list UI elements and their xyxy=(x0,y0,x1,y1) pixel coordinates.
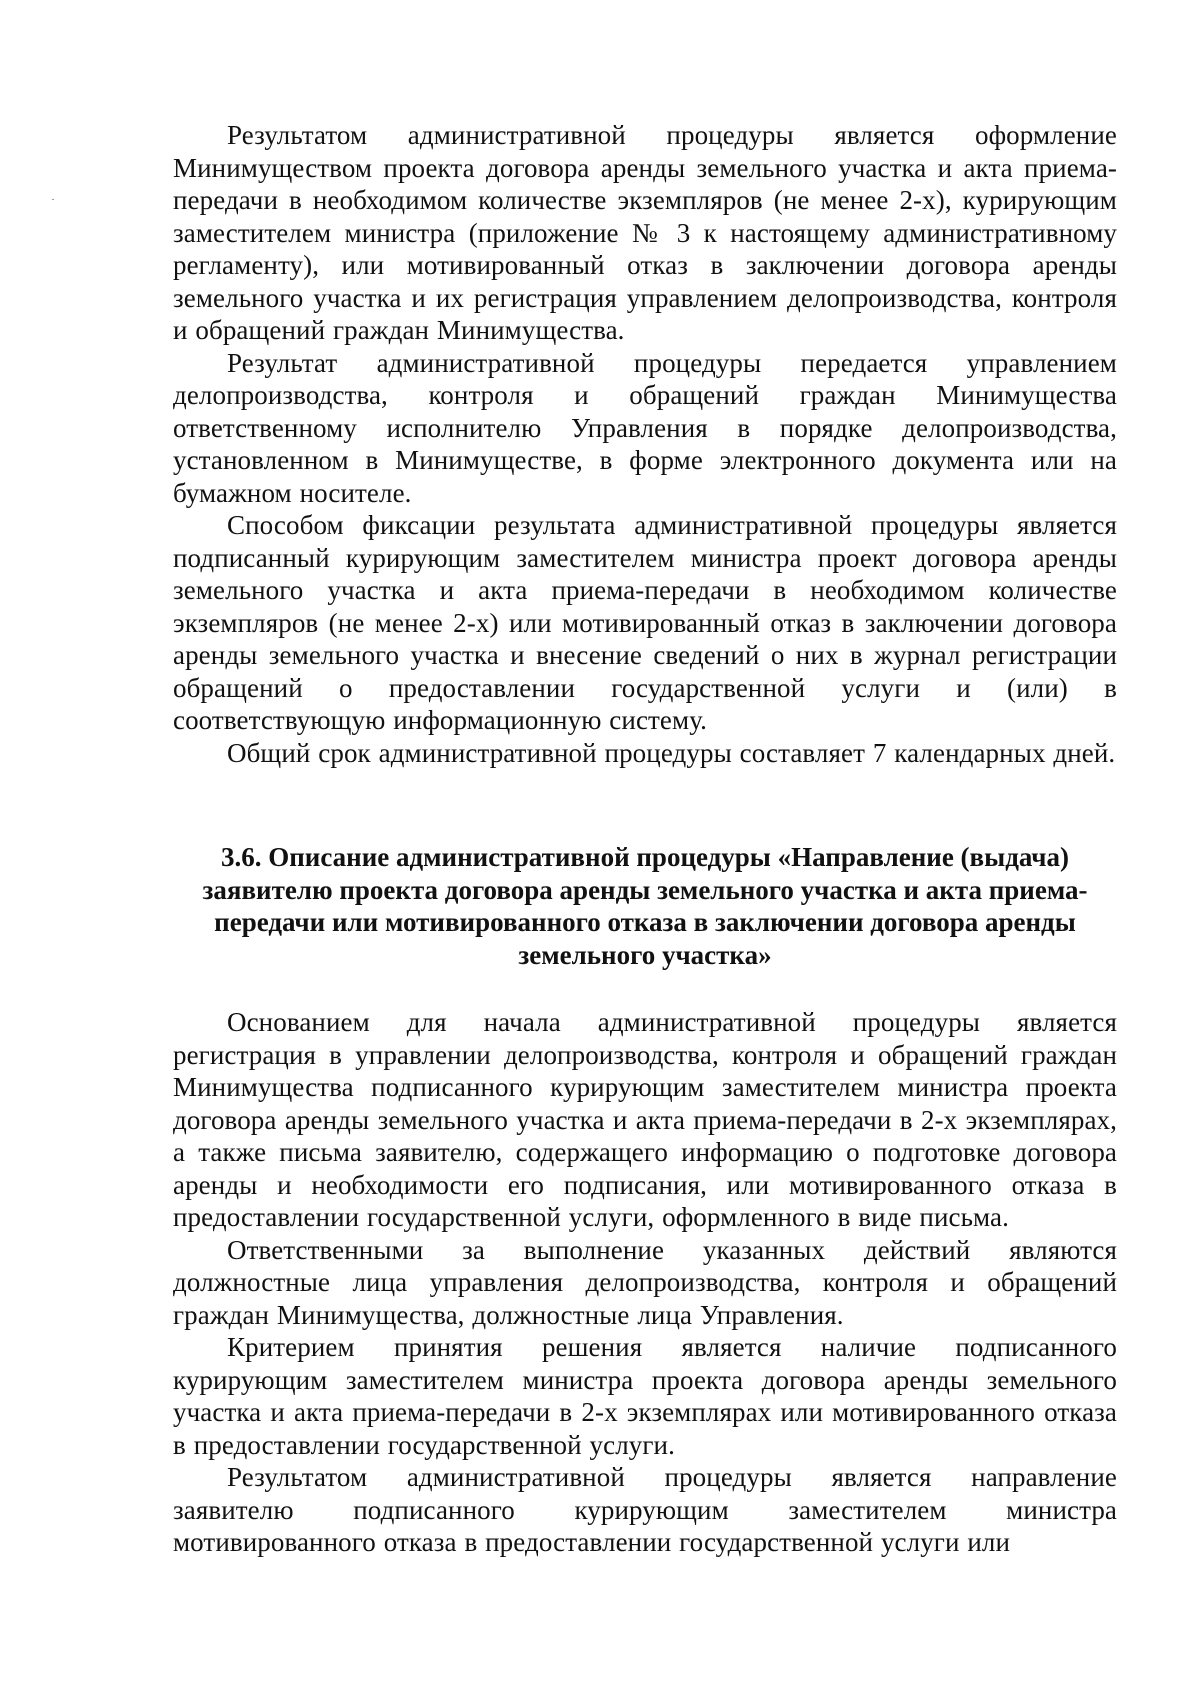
paragraph-result-fixation: Способом фиксации результата административной процедуры является подписанный курирующим заместителем министра проект договора аренды земельного участка и акта приема-передачи в необходимом количестве экземпляров (не менее 2-х) или мотивированный отказ в заключении договора аренды земельного участка и внесение сведений о них в журнал регистрации обращений о предоставлении государственной услуги и (или) в соответствующую информационную систему. xyxy=(173,510,1117,735)
paragraph-criterion: Критерием принятия решения является наличие подписанного курирующим заместителем министра проекта договора аренды земельного участка и акта приема-передачи в 2-х экземплярах или мотивированного отказа в предоставлении государственной услуги. xyxy=(173,1332,1117,1460)
paragraph-result-transfer: Результат административной процедуры передается управлением делопроизводства, контроля и обращений граждан Минимущества ответственному исполнителю Управления в порядке делопроизводства, установленном в Минимуществе, в форме электронного документа или на бумажном носителе. xyxy=(173,347,1117,508)
section-3-5-text xyxy=(173,119,1117,769)
paragraph-result: Результатом административной процедуры является направление заявителю подписанного курирующим заместителем министра мотивированного отказа в предоставлении государственной услуги или xyxy=(173,1462,1117,1557)
paragraph-grounds: Основанием для начала административной процедуры является регистрация в управлении делопроизводства, контроля и обращений граждан Минимущества подписанного курирующим заместителем министра проекта договора аренды земельного участка и акта приема-передачи в 2-х экземплярах, а также письма заявителю, содержащего информацию о подготовке договора аренды и необходимости его подписания, или мотивированного отказа в предоставлении государственной услуги, оформленного в виде письма. xyxy=(173,1007,1117,1232)
section-3-6-text xyxy=(173,1006,1117,1559)
paragraph-procedure-term: Общий срок административной процедуры составляет 7 календарных дней. xyxy=(227,737,1116,768)
paragraph-result-description: Результатом административной процедуры является оформление Минимуществом проекта договора аренды земельного участка и акта приема-передачи в необходимом количестве экземпляров (не менее 2-х), курирующим заместителем министра (приложение № 3 к настоящему административному регламенту), или мотивированный отказ в заключении договора аренды земельного участка и их регистрация управлением делопроизводства, контроля и обращений граждан Минимущества. xyxy=(173,120,1117,345)
scan-artifact xyxy=(52,199,54,200)
paragraph-responsible: Ответственными за выполнение указанных действий являются должностные лица управления делопроизводства, контроля и обращений граждан Минимущества, должностные лица Управления. xyxy=(173,1234,1117,1330)
section-heading-3-6: 3.6. Описание административной процедуры «Направление (выдача) заявителю проекта договора аренды земельного участка и акта приема-передачи или мотивированного отказа в заключении договора аренды земельного участка» xyxy=(202,842,1088,970)
